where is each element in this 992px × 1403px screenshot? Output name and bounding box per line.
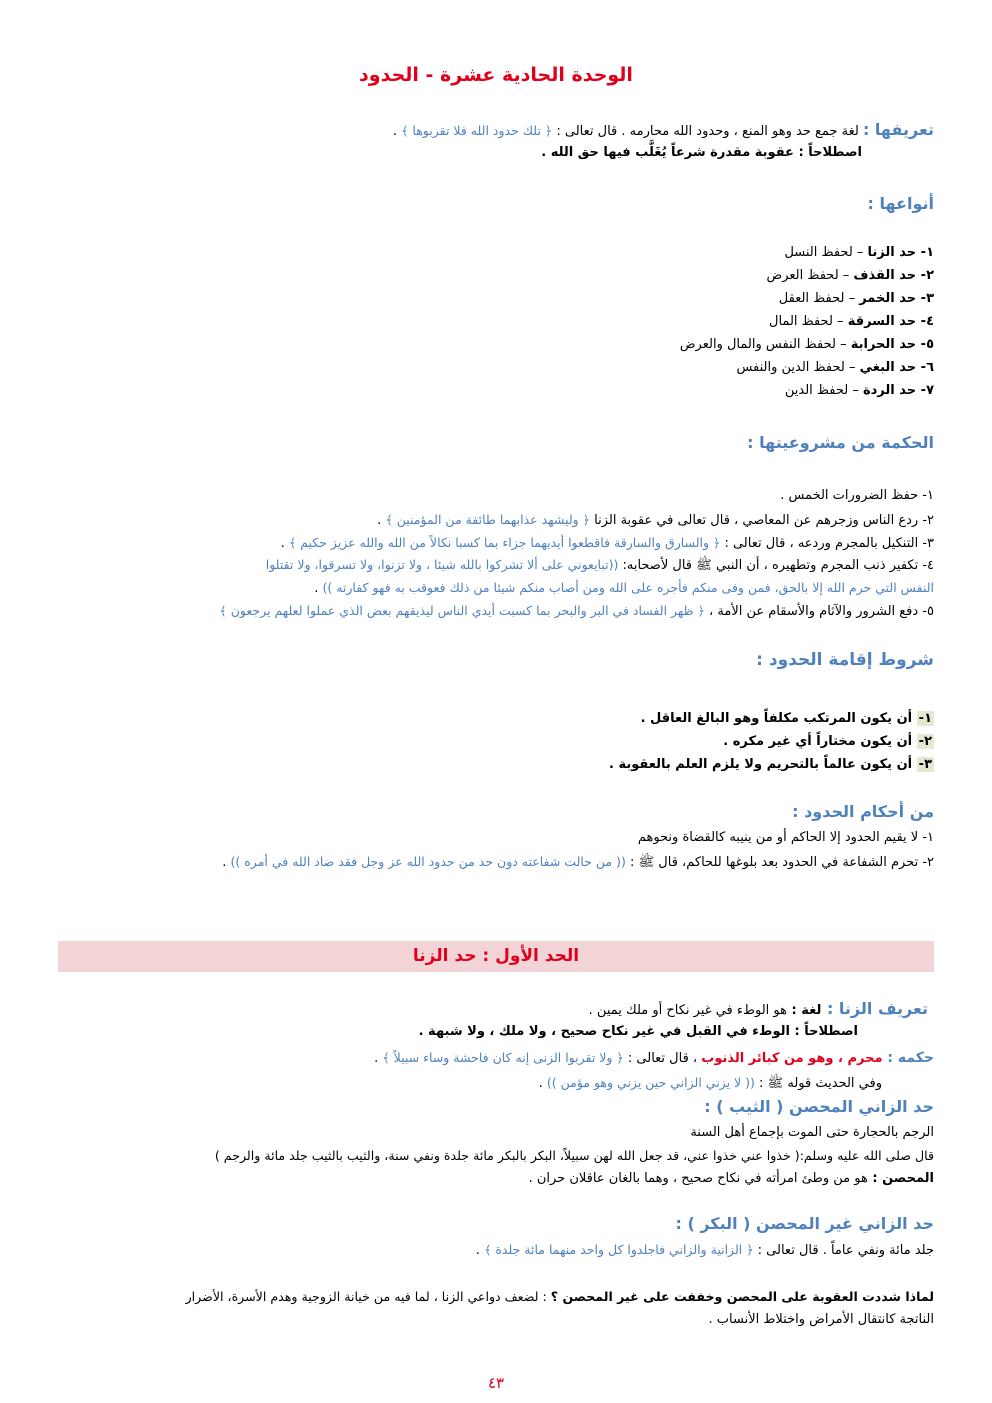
wisdom-item-1: ١- حفظ الضرورات الخمس . (780, 488, 934, 503)
type-item-num: ٦- (916, 360, 934, 375)
types-list (58, 241, 934, 402)
rulings-item-2-end: . (222, 855, 231, 870)
type-item (58, 264, 934, 287)
bikr-heading: حد الزاني غير المحصن ( البكر ) : (675, 1214, 934, 1233)
type-item (58, 241, 934, 264)
wisdom-item-3-end: . (280, 536, 289, 551)
zina-hadith-line (58, 1071, 882, 1095)
definition-term-text: عقوبة مقدرة شرعاً يُغَلَّب فيها حق الله . (541, 145, 794, 160)
zina-ruling-end: . (374, 1051, 383, 1066)
zina-def-line (58, 997, 928, 1022)
type-item-name: حد القذف (853, 268, 917, 283)
muhsan-line-2: قال صلى الله عليه وسلم:( خذوا عني خذوا عني، قد جعل الله لهن سبيلاً، البكر بالبكر مائة جلدة ونفي سنة، والثيب بالثيب جلد مائة والرجم ) (214, 1148, 934, 1163)
definition-label: تعريفها : (862, 120, 934, 139)
condition-item (58, 707, 934, 730)
type-item-num: ٣- (916, 291, 934, 306)
wisdom-item-4-end: . (314, 581, 323, 596)
type-item-desc: – لحفظ النسل (784, 245, 868, 260)
type-item (58, 333, 934, 356)
zina-section-band: الحد الأول : حد الزنا (58, 941, 934, 972)
bikr-text: جلد مائة ونفي عاماً . قال تعالى : (753, 1243, 934, 1258)
condition-item-num: ٢- (918, 734, 932, 749)
conditions-heading: شروط إقامة الحدود : (756, 650, 934, 670)
wisdom-item-5-text: ٥- دفع الشرور والآثام والأسقام عن الأمة ، (704, 604, 934, 619)
wisdom-item-4-text: ٤- تكفير ذنب المجرم وتطهيره ، أن النبي ﷺ قال لأصحابه: (618, 558, 934, 573)
bikr-line (58, 1238, 934, 1262)
zina-ruling-text: محرم ، وهو من كبائر الذنوب (701, 1051, 883, 1066)
wisdom-item-3-text: ٣- التنكيل بالمجرم وردعه ، قال تعالى : (720, 536, 934, 551)
type-item-num: ٢- (916, 268, 934, 283)
type-item-num: ٤- (916, 314, 934, 329)
rulings-item-2-quote: (( من حالت شفاعته دون حد من حدود الله عز وجل فقد ضاد الله في أمره )) (230, 854, 626, 869)
bikr-end: . (475, 1243, 485, 1258)
why-answer: : لضعف دواعي الزنا ، لما فيه من خيانة الزوجية وهدم الأسرة، الأضرار (185, 1289, 551, 1304)
rulings-item-1: ١- لا يقيم الحدود إلا الحاكم أو من ينيبه كالقضاة ونحوهم (637, 830, 934, 845)
why-line-2: الناتجة كانتقال الأمراض واختلاط الأنساب . (708, 1312, 934, 1327)
type-item-desc: – لحفظ العرض (766, 268, 854, 283)
wisdom-item-2 (58, 508, 934, 532)
wisdom-item-2-end: . (377, 513, 386, 528)
wisdom-item-4-quote-b: النفس التي حرم الله إلا بالحق، فمن وفى منكم فأجره على الله ومن أصاب منكم شيئا من ذلك فعوقب به فهو كفارته )) (322, 580, 934, 595)
condition-item-text: أن يكون عالماً بالتحريم ولا يلزم العلم بالعقوبة . (609, 757, 917, 772)
type-item-desc: – لحفظ العقل (778, 291, 860, 306)
definition-quote: ﴿ تلك حدود الله فلا تقربوها ﴾ (401, 123, 553, 138)
type-item-desc: – لحفظ المال (769, 314, 848, 329)
muhsan-line-1: الرجم بالحجارة حتى الموت بإجماع أهل السنة (690, 1125, 934, 1140)
type-item-name: حد الحرابة (850, 337, 917, 352)
wisdom-item-2-text: ٢- ردع الناس وزجرهم عن المعاصي ، قال تعالى في عقوبة الزنا (589, 513, 934, 528)
rulings-item-2-text: ٢- تحرم الشفاعة في الحدود بعد بلوغها للحاكم، قال ﷺ : (625, 855, 934, 870)
unit-title: الوحدة الحادية عشرة - الحدود (359, 64, 633, 86)
type-item-desc: – لحفظ النفس والمال والعرض (679, 337, 851, 352)
zina-hadith-end: . (538, 1076, 547, 1091)
wisdom-item-4-cont (58, 576, 934, 600)
type-item (58, 356, 934, 379)
zina-ruling-quote: ﴿ ولا تقربوا الزنى إنه كان فاحشة وساء سبيلاً ﴾ (382, 1050, 624, 1065)
types-heading: أنواعها : (867, 194, 934, 213)
page-number: ٤٣ (487, 1374, 505, 1392)
type-item-name: حد الردة (862, 383, 917, 398)
wisdom-item-3-quote: ﴿ والسارق والسارقة فاقطعوا أيديهما جزاء بما كسبا نكالاً من الله والله عزيز حكيم ﴾ (288, 535, 721, 550)
condition-item (58, 753, 934, 776)
wisdom-item-5-quote: ﴿ ظهر الفساد في البر والبحر بما كسبت أيدي الناس ليذيقهم بعض الذي عملوا لعلهم يرجعون ﴾ (219, 603, 705, 618)
muhsan-def-text: هو من وطئ امرأته في نكاح صحيح ، وهما بالغان عاقلان حران . (528, 1171, 868, 1186)
wisdom-item-5 (58, 599, 934, 623)
zina-hadith-text: وفي الحديث قوله ﷺ : (754, 1076, 882, 1091)
type-item-name: حد البغي (859, 360, 917, 375)
zina-ruling-label: حكمه : (882, 1050, 934, 1066)
type-item (58, 379, 934, 402)
zina-ruling-mid: ، قال تعالى : (623, 1051, 702, 1066)
why-question: لماذا شددت العقوبة على المحصن وخففت على غير المحصن ؟ (550, 1289, 934, 1304)
zina-ruling-line (58, 1046, 934, 1070)
zina-lang-label: لغة : (787, 1003, 822, 1018)
zina-def-label: تعريف الزنا : (821, 999, 928, 1018)
muhsan-heading: حد الزاني المحصن ( الثيب ) : (704, 1097, 934, 1116)
wisdom-heading: الحكمة من مشروعيتها : (747, 433, 934, 452)
page (58, 0, 934, 1403)
type-item-num: ١- (916, 245, 934, 260)
type-item-desc: – لحفظ الدين والنفس (736, 360, 860, 375)
why-line (58, 1285, 934, 1308)
zina-term-label: اصطلاحاً : (789, 1024, 858, 1039)
type-item-name: حد السرقة (847, 314, 917, 329)
type-item-desc: – لحفظ الدين (784, 383, 863, 398)
rulings-item-2 (58, 850, 934, 874)
zina-term-text: الوطء في القبل في غير نكاح صحيح ، ولا ملك ، ولا شبهة . (418, 1024, 790, 1039)
type-item (58, 287, 934, 310)
definition-end: . (392, 124, 402, 139)
definition-term-line (58, 141, 862, 164)
condition-item-num: ١- (918, 711, 932, 726)
definition-line (58, 118, 934, 143)
condition-item-num: ٣- (918, 757, 932, 772)
condition-item-text: أن يكون المرتكب مكلفاً وهو البالغ العاقل . (640, 711, 917, 726)
zina-lang-text: هو الوطء في غير نكاح أو ملك يمين . (588, 1003, 788, 1018)
type-item-num: ٥- (916, 337, 934, 352)
rulings-heading: من أحكام الحدود : (792, 802, 934, 821)
condition-item-text: أن يكون مختاراً أي غير مكره . (723, 734, 917, 749)
wisdom-item-2-quote: ﴿ وليشهد عذابهما طائفة من المؤمنين ﴾ (385, 512, 590, 527)
wisdom-item-4-quote-a: ((تبايعوني على ألا تشركوا بالله شيئا ، ولا تزنوا، ولا تسرقوا، ولا تقتلوا (265, 557, 619, 572)
condition-item (58, 730, 934, 753)
type-item-name: حد الزنا (867, 245, 917, 260)
bikr-quote: ﴿ الزانية والزاني فاجلدوا كل واحد منهما مائة جلدة ﴾ (484, 1242, 754, 1257)
wisdom-item-3 (58, 531, 934, 555)
zina-term-line (58, 1020, 858, 1043)
conditions-list (58, 707, 934, 776)
muhsan-def-label: المحصن : (867, 1171, 934, 1186)
type-item-num: ٧- (916, 383, 934, 398)
type-item (58, 310, 934, 333)
definition-term-label: اصطلاحاً : (793, 145, 862, 160)
wisdom-item-4 (58, 553, 934, 577)
zina-hadith-quote: (( لا يزني الزاني حين يزني وهو مؤمن )) (546, 1075, 755, 1090)
definition-lang-text: لغة جمع حد وهو المنع ، وحدود الله محارمه . قال تعالى : (552, 124, 863, 139)
muhsan-def-line (58, 1167, 934, 1190)
type-item-name: حد الخمر (859, 291, 917, 306)
